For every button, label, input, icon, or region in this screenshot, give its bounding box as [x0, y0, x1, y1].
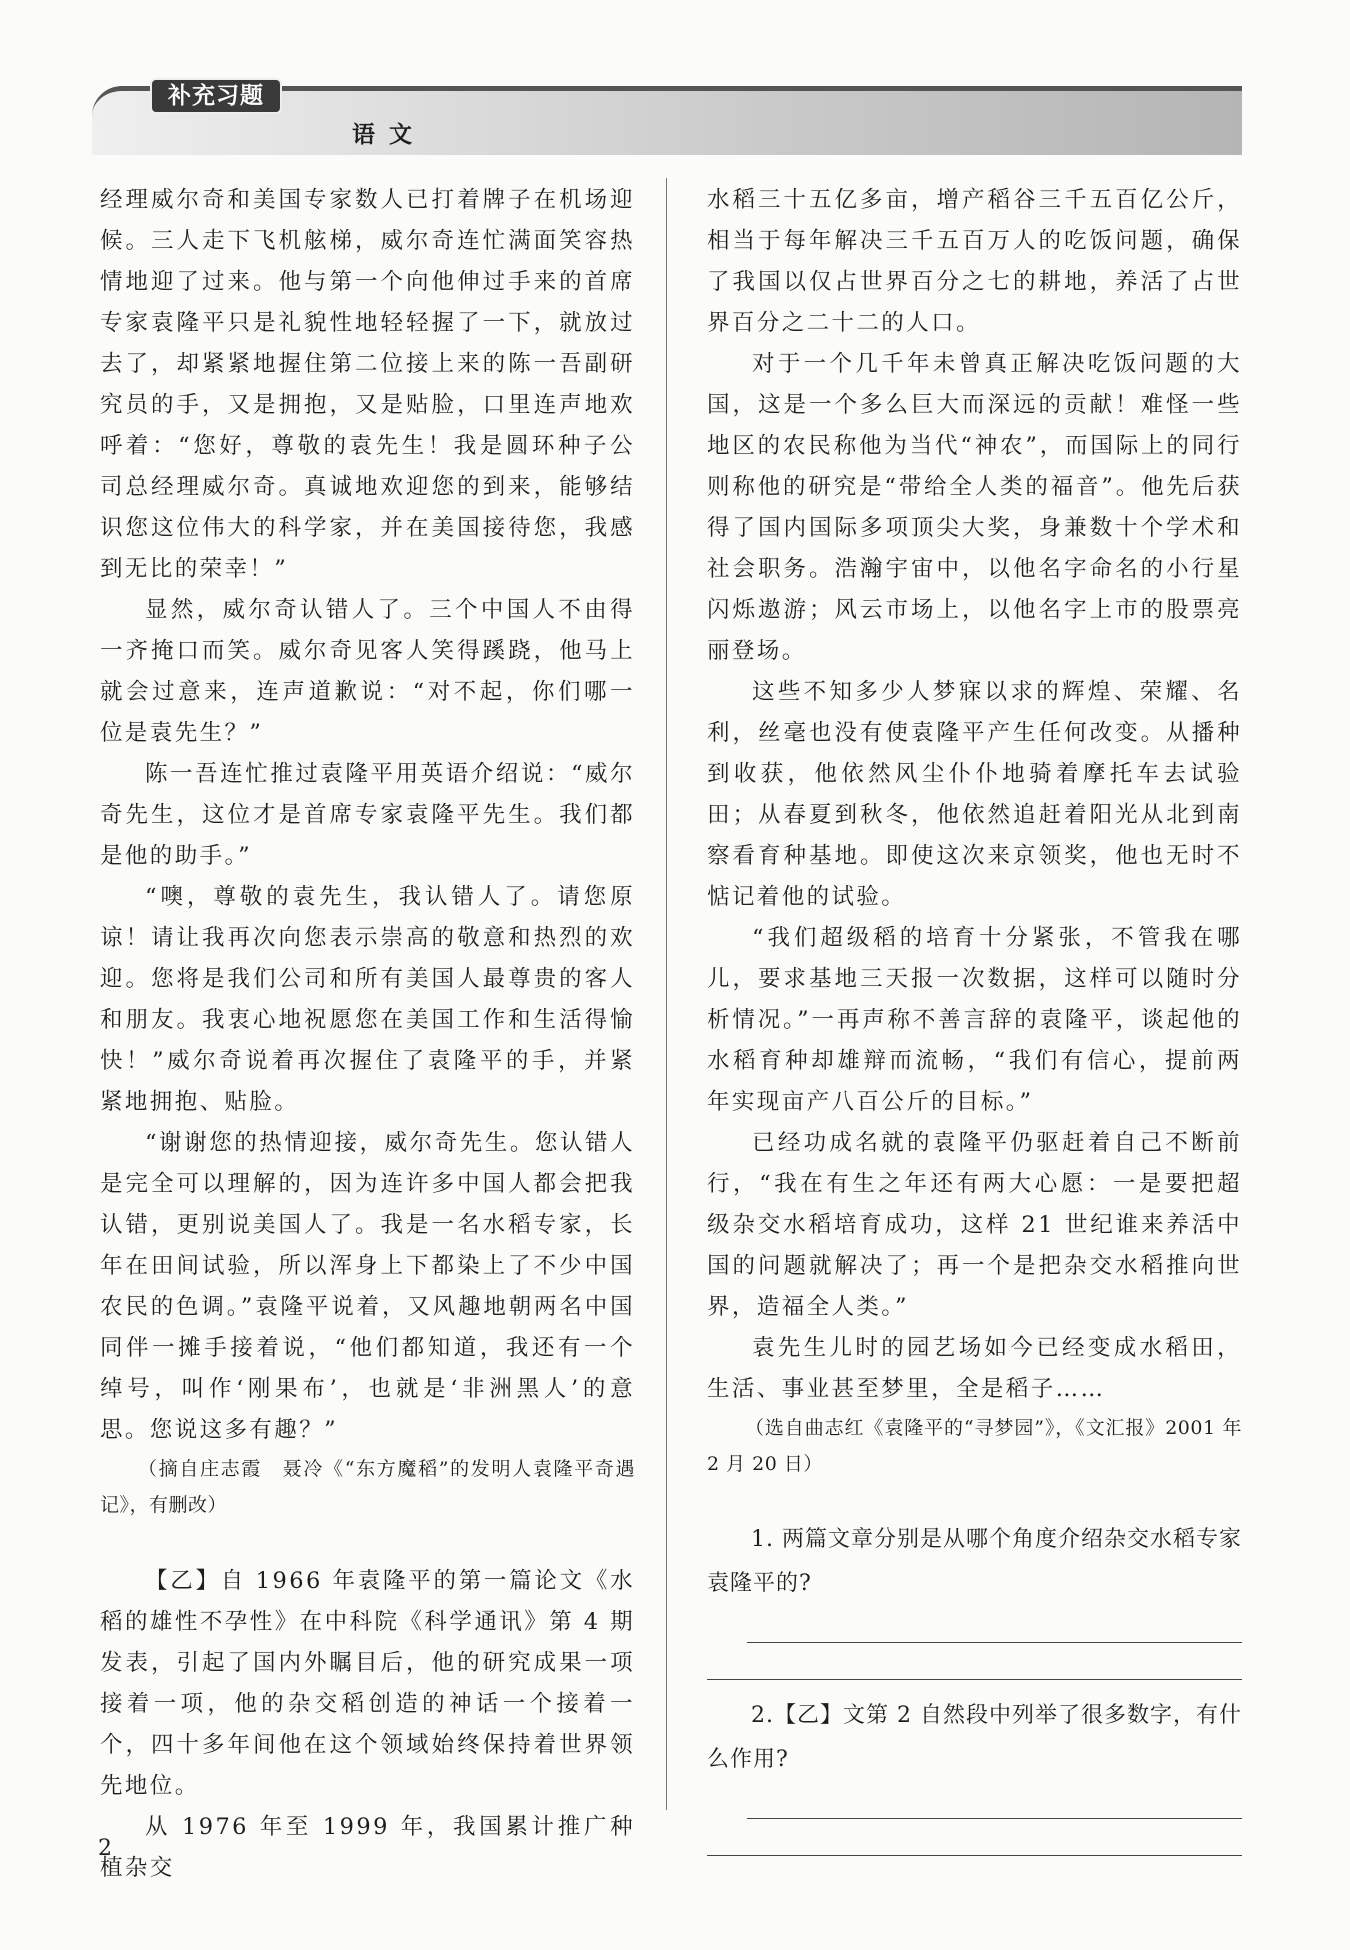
- paragraph: 袁先生儿时的园艺场如今已经变成水稻田，生活、事业甚至梦里，全是稻子……: [707, 1335, 1242, 1402]
- answer-line[interactable]: [747, 1606, 1242, 1643]
- answer-line[interactable]: [707, 1819, 1242, 1856]
- paragraph: “谢谢您的热情迎接，威尔奇先生。您认错人是完全可以理解的，因为连许多中国人都会把我认错，更别说美国人了。我是一名水稻专家，长年在田间试验，所以浑身上下都染上了不少中国农民的色调。”袁隆平说着，又风趣地朝两名中国同伴一摊手接着说，“他们都知道，我还有一个绰号，叫作‘刚果布’，也就是‘非洲黑人’的意思。您说这多有趣？”: [100, 1130, 635, 1443]
- left-column: [100, 180, 635, 1889]
- question-2: 2.【乙】文第 2 自然段中列举了很多数字，有什么作用?: [707, 1703, 1242, 1772]
- paragraph: 这些不知多少人梦寐以求的辉煌、荣耀、名利，丝毫也没有使袁隆平产生任何改变。从播种到收获，他依然风尘仆仆地骑着摩托车去试验田；从春夏到秋冬，他依然追赶着阳光从北到南察看育种基地。即使这次来京领奖，他也无时不惦记着他的试验。: [707, 679, 1242, 910]
- answer-line[interactable]: [747, 1782, 1242, 1819]
- paragraph: 显然，威尔奇认错人了。三个中国人不由得一齐掩口而笑。威尔奇见客人笑得蹊跷，他马上就会过意来，连声道歉说：“对不起，你们哪一位是袁先生？”: [100, 597, 635, 746]
- subject-title: 语文: [352, 122, 426, 148]
- right-column: [707, 180, 1242, 1856]
- paragraph: 对于一个几千年未曾真正解决吃饭问题的大国，这是一个多么巨大而深远的贡献！难怪一些地区的农民称他为当代“神农”，而国际上的同行则称他的研究是“带给全人类的福音”。他先后获得了国内国际多项顶尖大奖，身兼数十个学术和社会职务。浩瀚宇宙中，以他名字命名的小行星闪烁遨游；风云市场上，以他名字上市的股票亮丽登场。: [707, 351, 1242, 664]
- paragraph: “噢，尊敬的袁先生，我认错人了。请您原谅！请让我再次向您表示崇高的敬意和热烈的欢迎。您将是我们公司和所有美国人最尊贵的客人和朋友。我衷心地祝愿您在美国工作和生活得愉快！”威尔奇说着再次握住了袁隆平的手，并紧紧地拥抱、贴脸。: [100, 884, 635, 1115]
- paragraph: 经理威尔奇和美国专家数人已打着牌子在机场迎候。三人走下飞机舷梯，威尔奇连忙满面笑容热情地迎了过来。他与第一个向他伸过手来的首席专家袁隆平只是礼貌性地轻轻握了一下，就放过去了，却紧紧地握住第二位接上来的陈一吾副研究员的手，又是拥抱，又是贴脸，口里连声地欢呼着：“您好，尊敬的袁先生！我是圆环种子公司总经理威尔奇。真诚地欢迎您的到来，能够结识您这位伟大的科学家，并在美国接待您，我感到无比的荣幸！”: [100, 187, 635, 582]
- paragraph: 陈一吾连忙推过袁隆平用英语介绍说：“威尔奇先生，这位才是首席专家袁隆平先生。我们都是他的助手。”: [100, 761, 635, 869]
- paragraph: 【乙】自 1966 年袁隆平的第一篇论文《水稻的雄性不孕性》在中科院《科学通讯》第 4 期发表，引起了国内外瞩目后，他的研究成果一项接着一项，他的杂交稻创造的神话一个接着一个，四十多年间他在这个领域始终保持着世界领先地位。: [100, 1568, 635, 1799]
- source-citation: （选自曲志红《袁隆平的“寻梦园”》，《文汇报》2001 年 2 月 20 日）: [707, 1417, 1242, 1475]
- section-badge: 补充习题: [150, 78, 282, 114]
- paragraph: “我们超级稻的培育十分紧张，不管我在哪儿，要求基地三天报一次数据，这样可以随时分析情况。”一再声称不善言辞的袁隆平，谈起他的水稻育种却雄辩而流畅，“我们有信心，提前两年实现亩产八百公斤的目标。”: [707, 925, 1242, 1115]
- paragraph: 水稻三十五亿多亩，增产稻谷三千五百亿公斤，相当于每年解决三千五百万人的吃饭问题，确保了我国以仅占世界百分之七的耕地，养活了占世界百分之二十二的人口。: [707, 187, 1242, 336]
- answer-line[interactable]: [707, 1643, 1242, 1680]
- page-number: 2: [98, 1836, 112, 1861]
- paragraph: 从 1976 年至 1999 年，我国累计推广种植杂交: [100, 1814, 635, 1881]
- paragraph: 已经功成名就的袁隆平仍驱赶着自己不断前行，“我在有生之年还有两大心愿：一是要把超级杂交水稻培育成功，这样 21 世纪谁来养活中国的问题就解决了；再一个是把杂交水稻推向世界，造福全人类。”: [707, 1130, 1242, 1320]
- source-citation: （摘自庄志霞 聂冷《“东方魔稻”的发明人袁隆平奇遇记》，有删改）: [100, 1458, 635, 1516]
- question-1: 1. 两篇文章分别是从哪个角度介绍杂交水稻专家袁隆平的?: [707, 1527, 1242, 1596]
- column-divider: [666, 178, 667, 1810]
